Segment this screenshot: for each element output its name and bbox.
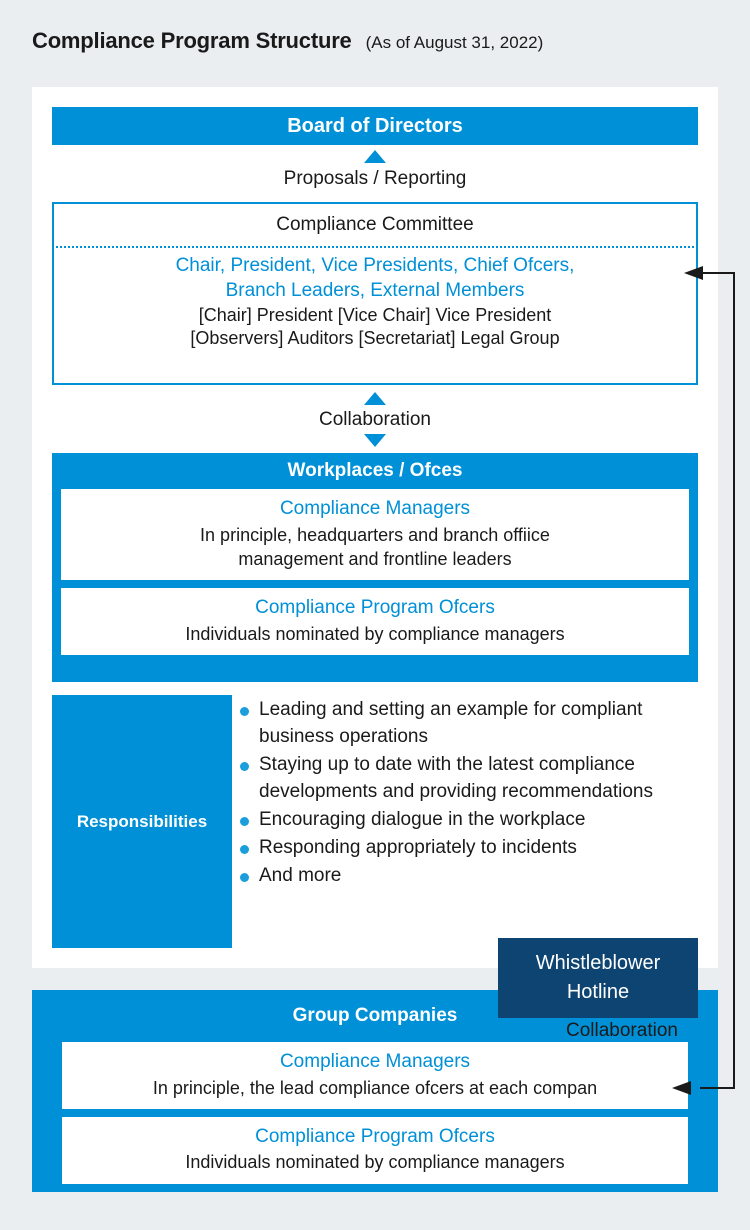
committee-members-line-2: Branch Leaders, External Members — [225, 280, 525, 302]
card-heading: Compliance Program Ofcers — [255, 597, 495, 619]
workplaces-offices-box — [52, 453, 698, 682]
arrow-up-to-board-icon — [364, 150, 386, 163]
committee-roles-line-2: [Observers] Auditors [Secretariat] Legal Group — [190, 328, 560, 349]
card-heading: Compliance Program Ofcers — [255, 1125, 495, 1147]
list-item-text: And more — [259, 864, 342, 886]
card-text-line-1: In principle, headquarters and branch offiice — [200, 524, 550, 545]
whistleblower-hotline-line-1: Whistleblower — [535, 952, 661, 974]
bullet-icon — [240, 817, 249, 826]
hotline-collaboration-label: Collaboration — [566, 1020, 678, 1041]
list-item-text: Responding appropriately to incidents — [259, 836, 577, 858]
workplaces-offices-title: Workplaces / Ofces — [287, 460, 463, 481]
responsibilities-label-box — [52, 695, 232, 948]
committee-roles-line-1: [Chair] President [Vice Chair] Vice President — [198, 304, 552, 325]
board-of-directors-box — [52, 107, 698, 145]
card-text-line-2: management and frontline leaders — [238, 548, 512, 569]
collaboration-label: Collaboration — [319, 409, 431, 430]
list-item-text: Leading and setting an example for compliant business operations — [259, 699, 643, 747]
proposals-reporting-label: Proposals / Reporting — [283, 168, 467, 189]
list-item — [240, 752, 698, 806]
bullet-icon — [240, 762, 249, 771]
page-title-row — [32, 28, 543, 54]
list-item-text: Encouraging dialogue in the workplace — [259, 808, 586, 830]
arrow-up-collaboration-icon — [364, 392, 386, 405]
committee-members-line-1: Chair, President, Vice Presidents, Chief Ofcers, — [175, 255, 575, 276]
group-companies-title: Group Companies — [292, 1005, 458, 1026]
bullet-icon — [240, 873, 249, 882]
group-compliance-managers-card — [62, 1042, 688, 1109]
page-title: Compliance Program Structure — [32, 28, 352, 53]
list-item — [240, 697, 698, 751]
list-item — [240, 835, 698, 862]
card-heading: Compliance Managers — [279, 498, 471, 519]
list-item — [240, 807, 698, 834]
compliance-committee-body — [54, 248, 696, 351]
workplaces-compliance-program-officers-card — [61, 588, 689, 655]
compliance-committee-title: Compliance Committee — [276, 214, 474, 235]
group-compliance-program-officers-card — [62, 1117, 688, 1184]
card-text-line-1: Individuals nominated by compliance managers — [185, 623, 565, 644]
bullet-icon — [240, 707, 249, 716]
card-heading: Compliance Managers — [279, 1051, 471, 1072]
bullet-icon — [240, 845, 249, 854]
workplaces-compliance-managers-card — [61, 489, 689, 580]
responsibilities-label: Responsibilities — [76, 811, 208, 831]
card-text-line-1: Individuals nominated by compliance managers — [185, 1152, 565, 1173]
list-item — [240, 863, 698, 890]
arrow-down-collaboration-icon — [364, 434, 386, 447]
as-of-date: (As of August 31, 2022) — [365, 33, 544, 52]
compliance-committee-box — [52, 202, 698, 385]
list-item-text: Staying up to date with the latest compliance developments and providing recommendations — [259, 753, 653, 802]
board-of-directors-label: Board of Directors — [287, 114, 463, 137]
whistleblower-hotline-box — [498, 938, 698, 1018]
whistleblower-hotline-line-2: Hotline — [566, 981, 630, 1003]
responsibilities-list — [240, 697, 698, 891]
card-text-line-1: In principle, the lead compliance ofcers at each compan — [152, 1077, 598, 1098]
